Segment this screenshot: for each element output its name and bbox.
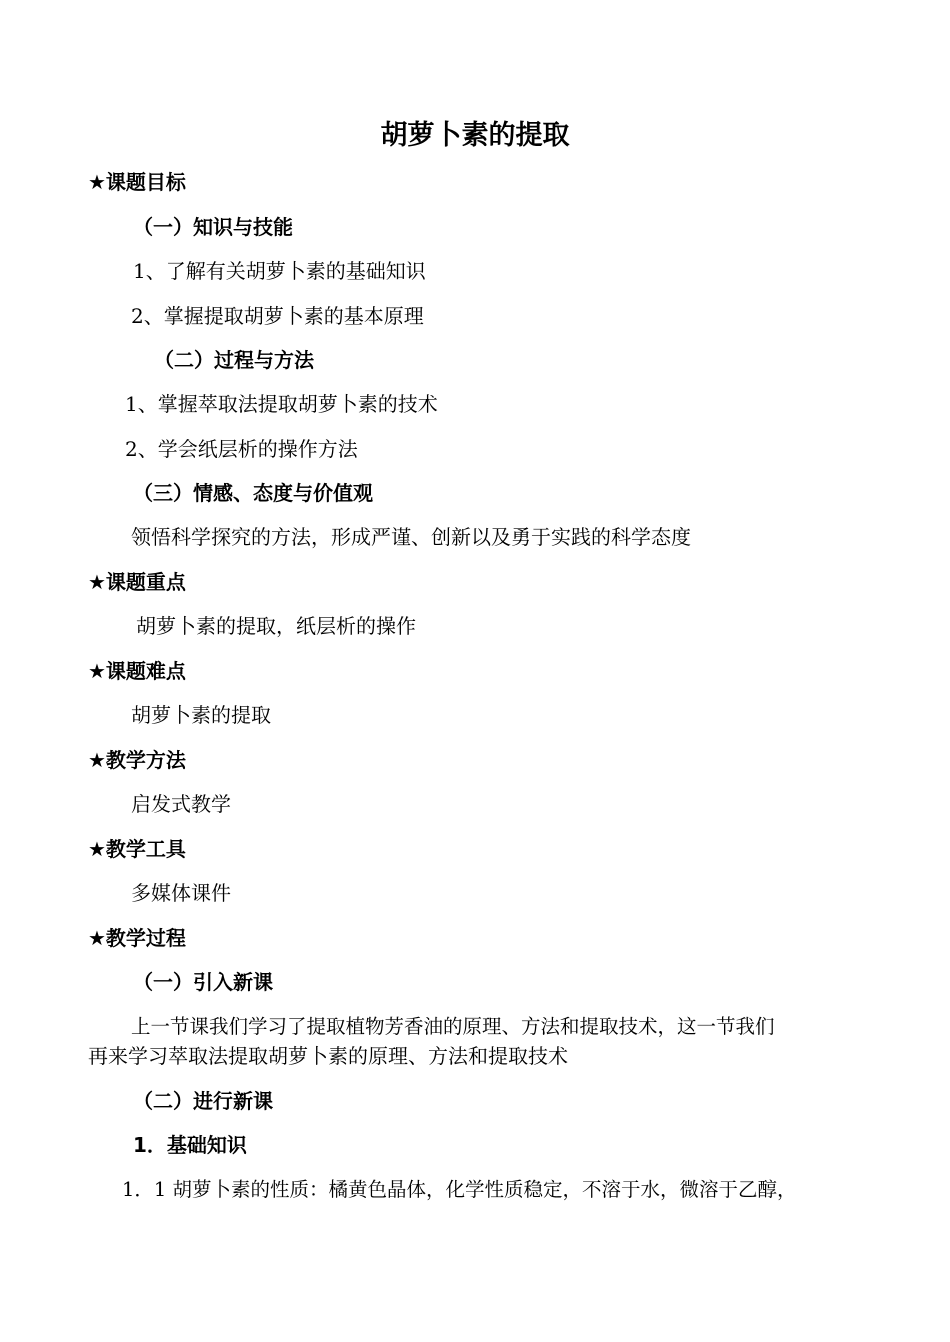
paragraph-intro-line2: 再来学习萃取法提取胡萝卜素的原理、方法和提取技术	[88, 1044, 568, 1068]
document-title: 胡萝卜素的提取	[380, 120, 570, 151]
subheading-intro: （一）引入新课	[133, 970, 273, 994]
section-heading-key-points: ★课题重点	[88, 570, 186, 594]
paragraph-intro-line1: 上一节课我们学习了提取植物芳香油的原理、方法和提取技术，这一节我们	[131, 1015, 775, 1038]
subheading-values: （三）情感、态度与价值观	[133, 481, 373, 505]
section-heading-procedure: ★教学过程	[88, 926, 186, 950]
section-heading-method: ★教学方法	[88, 748, 186, 772]
subheading-process: （二）过程与方法	[154, 348, 314, 372]
paragraph-tools: 多媒体课件	[131, 881, 231, 905]
subheading-basic-knowledge: 1．基础知识	[133, 1133, 247, 1157]
paragraph-values: 领悟科学探究的方法，形成严谨、创新以及勇于实践的科学态度	[131, 525, 691, 549]
paragraph-method: 启发式教学	[131, 792, 231, 816]
list-item: 2、学会纸层析的操作方法	[125, 437, 358, 461]
subheading-knowledge: （一）知识与技能	[133, 215, 293, 239]
paragraph-key-points: 胡萝卜素的提取，纸层析的操作	[136, 614, 416, 638]
section-heading-goals: ★课题目标	[88, 170, 186, 194]
list-item: 1、掌握萃取法提取胡萝卜素的技术	[125, 392, 438, 416]
list-item: 2、掌握提取胡萝卜素的基本原理	[131, 304, 424, 328]
paragraph-difficulties: 胡萝卜素的提取	[131, 703, 271, 727]
section-heading-tools: ★教学工具	[88, 837, 186, 861]
paragraph-item-1-1: 1．1 胡萝卜素的性质：橘黄色晶体，化学性质稳定，不溶于水，微溶于乙醇，	[122, 1178, 797, 1201]
section-heading-difficulties: ★课题难点	[88, 659, 186, 683]
subheading-new-lesson: （二）进行新课	[133, 1089, 273, 1113]
list-item: 1、了解有关胡萝卜素的基础知识	[133, 259, 426, 283]
